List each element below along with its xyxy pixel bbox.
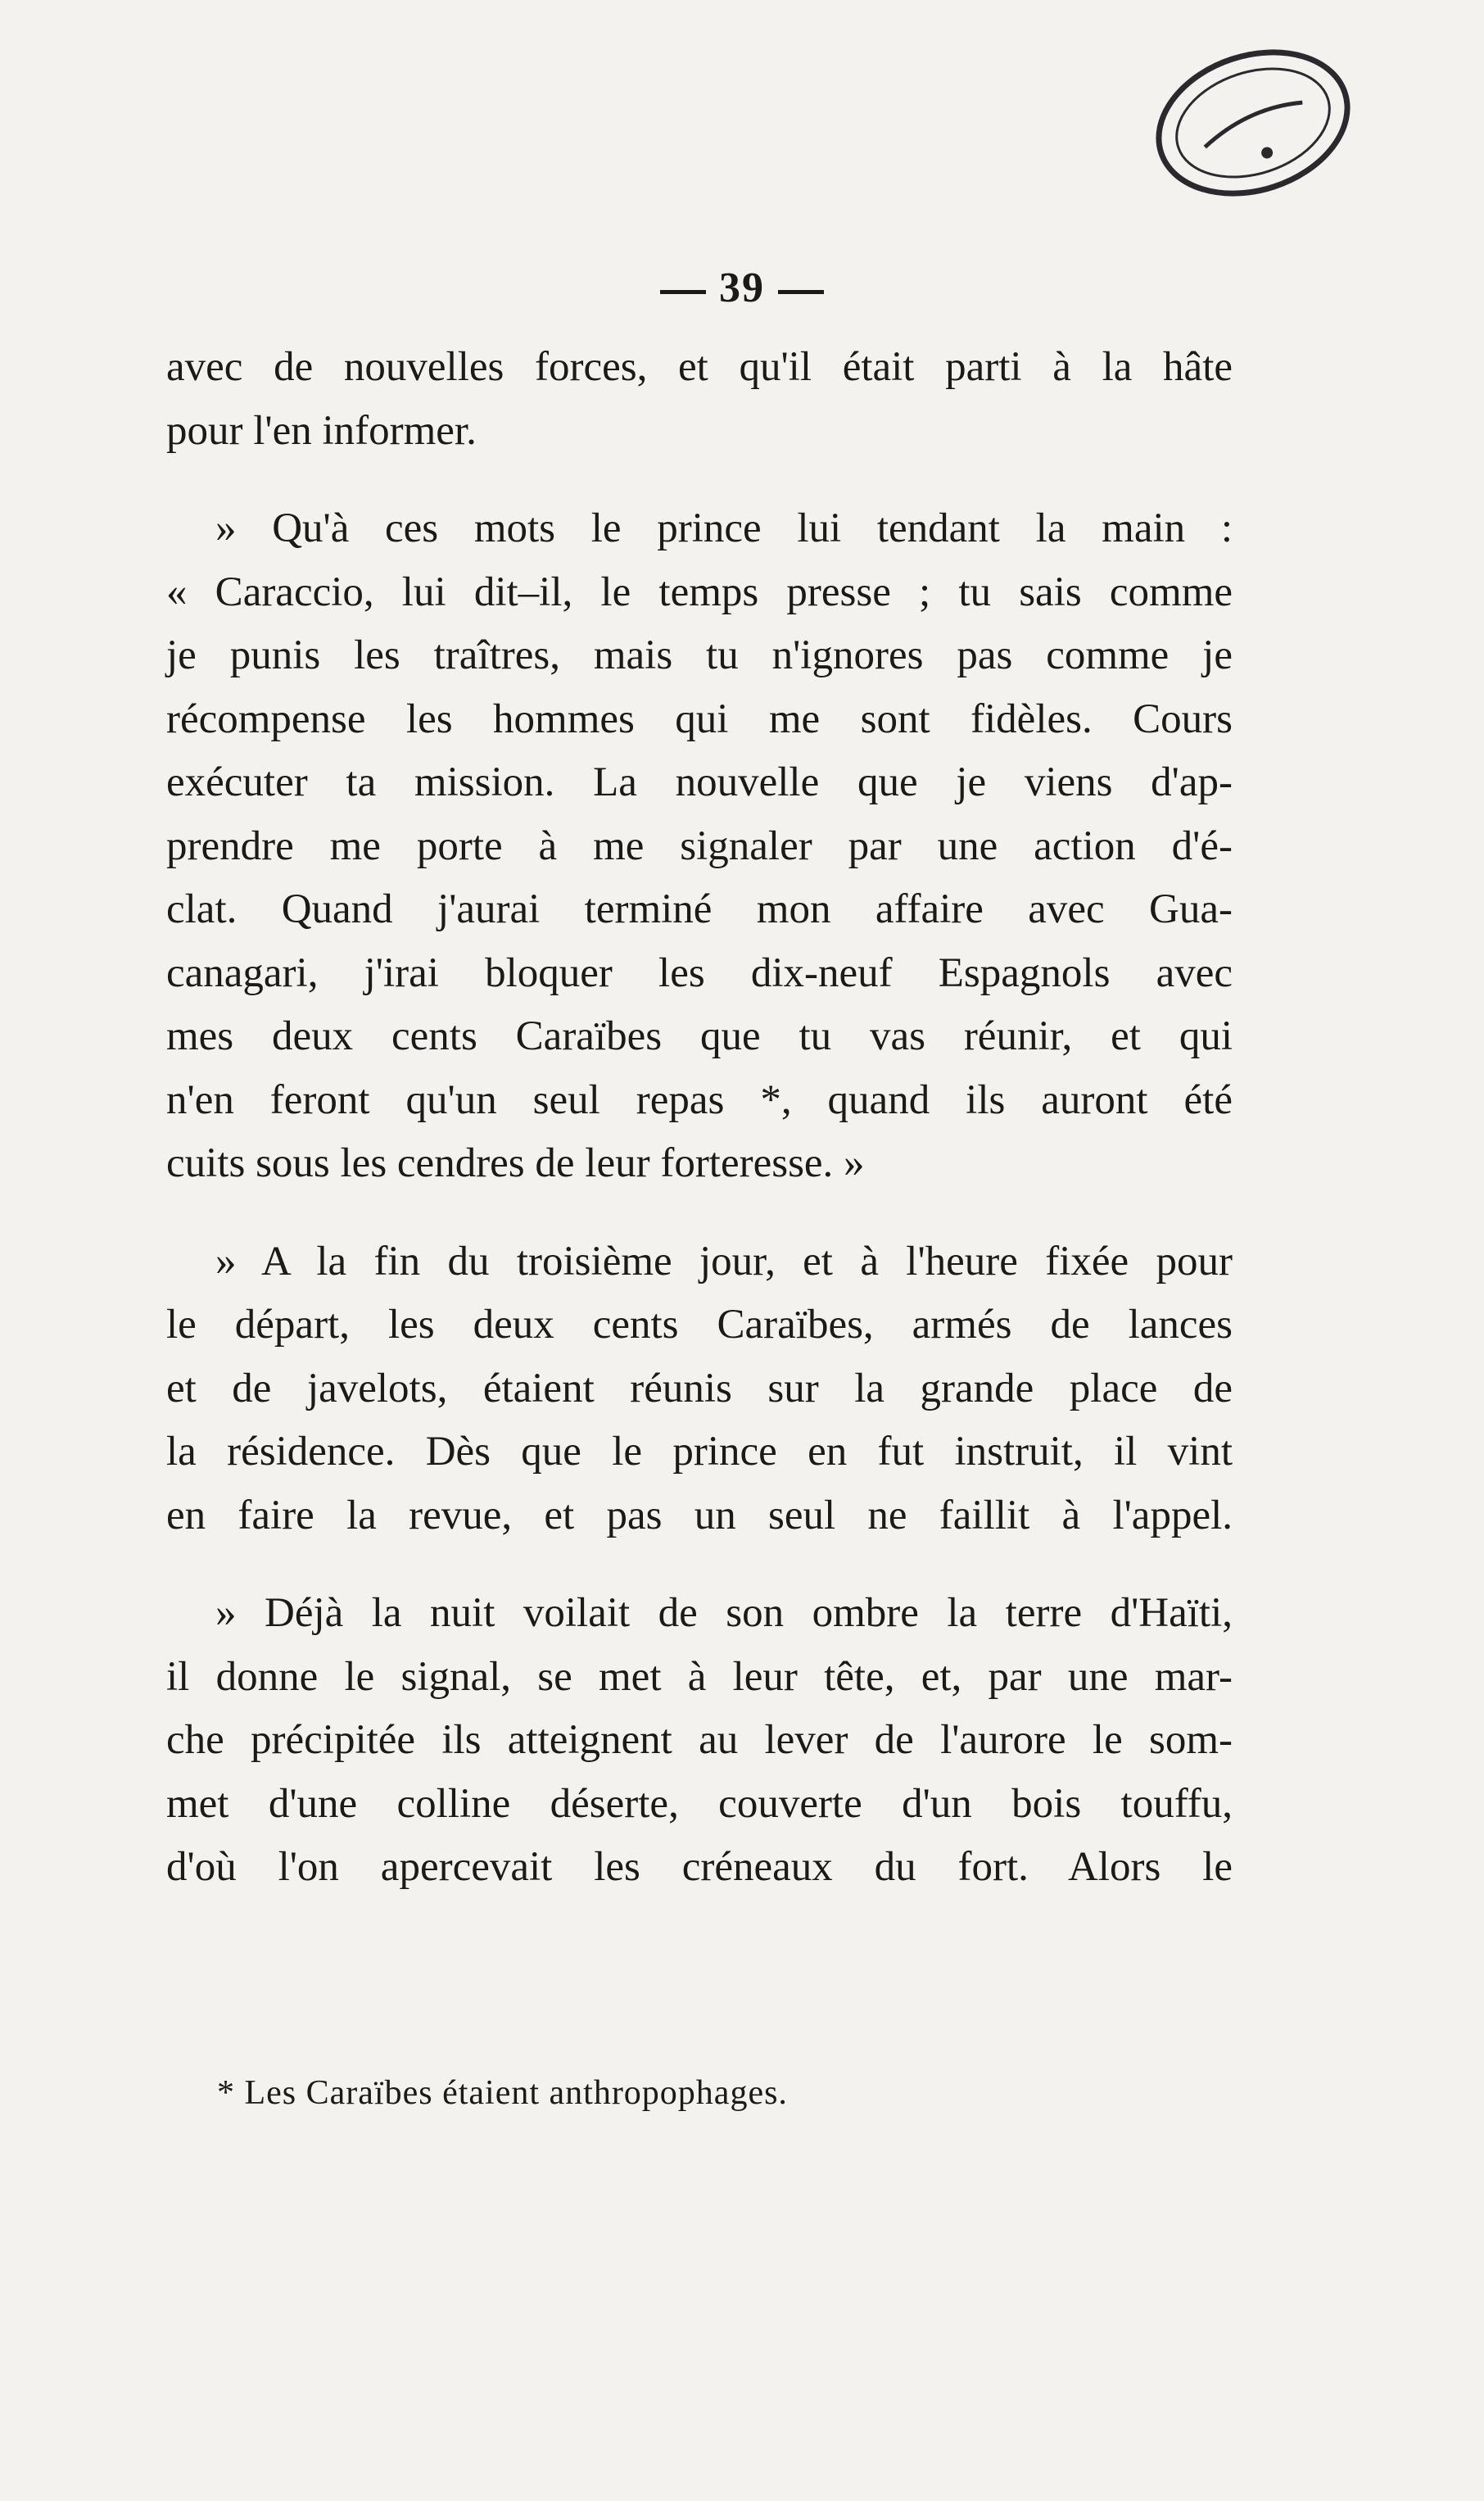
library-stamp (1142, 33, 1364, 213)
text-line: met d'une colline déserte, couverte d'un bois touffu, (166, 1780, 1233, 1827)
text-line: » A la fin du troisième jour, et à l'heure fixée pour (215, 1238, 1233, 1284)
text-line: pour l'en informer. (166, 407, 477, 454)
text-line: » Qu'à ces mots le prince lui tendant la main : (215, 505, 1233, 551)
text-line: che précipitée ils atteignent au lever de l'aurore le som- (166, 1717, 1233, 1763)
text-line: prendre me porte à me signaler par une action d'é- (166, 822, 1233, 869)
text-line: « Caraccio, lui dit–il, le temps presse ; tu sais comme (166, 569, 1233, 615)
text-line: mes deux cents Caraïbes que tu vas réunir, et qui (166, 1013, 1233, 1059)
text-line: canagari, j'irai bloquer les dix-neuf Espagnols avec (166, 949, 1233, 996)
text-line: je punis les traîtres, mais tu n'ignores pas comme je (166, 632, 1233, 678)
text-line: et de javelots, étaient réunis sur la grande place de (166, 1365, 1233, 1411)
text-line: en faire la revue, et pas un seul ne faillit à l'appel. (166, 1492, 1233, 1538)
text-line: la résidence. Dès que le prince en fut instruit, il vint (166, 1429, 1233, 1475)
text-line: il donne le signal, se met à leur tête, et, par une mar- (166, 1653, 1233, 1700)
text-line: cuits sous les cendres de leur forteresse. » (166, 1140, 865, 1186)
text-line: » Déjà la nuit voilait de son ombre la terre d'Haïti, (215, 1590, 1233, 1636)
footnote: * Les Caraïbes étaient anthropophages. (217, 2074, 788, 2112)
text-line: n'en feront qu'un seul repas *, quand ils auront été (166, 1076, 1233, 1123)
page-number: 39 (0, 264, 1484, 312)
text-line: exécuter ta mission. La nouvelle que je viens d'ap- (166, 759, 1233, 805)
text-line: le départ, les deux cents Caraïbes, armés de lances (166, 1302, 1233, 1348)
page-number-dash-left (660, 290, 706, 294)
text-line: d'où l'on apercevait les créneaux du fort. Alors le (166, 1844, 1233, 1890)
page-number-dash-right (778, 290, 824, 294)
text-line: avec de nouvelles forces, et qu'il était parti à la hâte (166, 344, 1233, 390)
body-text (166, 336, 1233, 1900)
text-line: récompense les hommes qui me sont fidèles. Cours (166, 695, 1233, 742)
text-line: clat. Quand j'aurai terminé mon affaire avec Gua- (166, 886, 1233, 932)
